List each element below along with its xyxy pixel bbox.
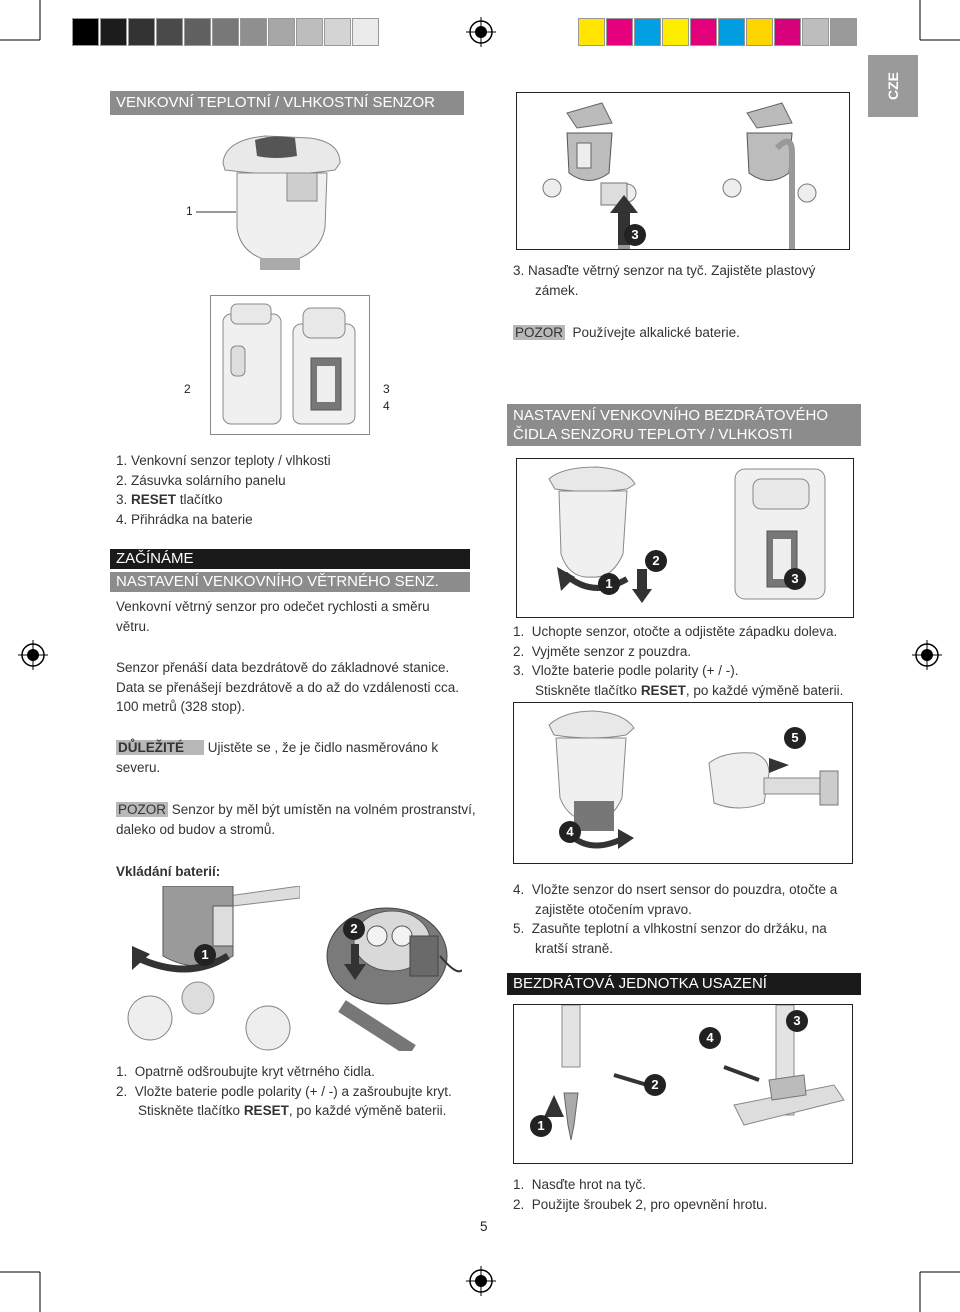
battery-insert-illustration: [322, 886, 462, 1051]
mount-steps-list: [513, 880, 837, 958]
sensor-steps-list: [513, 622, 843, 700]
holder-step-badge-4: 4: [559, 821, 581, 843]
sensor-step-item: Stiskněte tlačítko RESET, po každé výměně baterii.: [535, 682, 844, 698]
caution-tag: POZOR: [515, 325, 564, 340]
language-tab-label: CZE: [885, 72, 901, 100]
battery-step-badge-1: 1: [194, 944, 216, 966]
wind-sensor-description: Venkovní větrný senzor pro odečet rychlosti a směru větru.: [116, 599, 430, 634]
caution-tag: POZOR: [118, 802, 167, 817]
mount-step-item: zajistěte otočením vpravo.: [535, 901, 692, 917]
sensor-battery-drawing: [517, 459, 853, 617]
placement-header: BEZDRÁTOVÁ JEDNOTKA USAZENÍ: [507, 973, 861, 995]
figure-callout-4: 4: [383, 399, 390, 413]
color-swatch: [184, 18, 211, 46]
registration-mark-left: [18, 640, 48, 670]
mount-step-item: kratší straně.: [535, 940, 614, 956]
important-tag: DŮLEŽITÉ: [116, 740, 204, 755]
figure-callout-2: 2: [184, 382, 191, 396]
gray-calibration-bar: [72, 18, 380, 48]
sensor-step-item: 1. Uchopte senzor, otočte a odjistěte západku doleva.: [513, 624, 838, 639]
down-arrow-icon: [344, 944, 366, 980]
sensor-step-item: 3. Vložte baterie podle polarity (+ / -).: [513, 663, 739, 678]
color-swatch: [156, 18, 183, 46]
battery-heading: Vkládání baterií:: [116, 864, 221, 879]
battery-step-badge-2: 2: [343, 918, 365, 940]
wind-mount-step-3: 3. Nasaďte větrný senzor na tyč. Zajistěte plastový zámek.: [513, 263, 816, 298]
pole-step-badge-1: 1: [530, 1115, 552, 1137]
wind-sensor-setup-header: NASTAVENÍ VENKOVNÍHO VĚTRNÉHO SENZ.: [110, 572, 470, 592]
color-swatch: [128, 18, 155, 46]
wind-sensor-mount-drawing: [517, 93, 849, 249]
alkaline-caution: POZOR Používejte alkalické baterie.: [515, 325, 740, 340]
figure-callout-3: 3: [383, 382, 390, 396]
sensor-step-badge-2: 2: [645, 550, 667, 572]
sensor-battery-figure: [516, 458, 854, 618]
color-swatch: [718, 18, 745, 46]
sensor-step-badge-3: 3: [784, 568, 806, 590]
pole-step-badge-4: 4: [699, 1027, 721, 1049]
pole-steps-list: [513, 1175, 767, 1214]
wind-mount-badge-3: 3: [624, 224, 646, 246]
mount-step-item: 5. Zasuňte teplotní a vlhkostní senzor do držáku, na: [513, 921, 827, 936]
sensor-step-item: 2. Vyjměte senzor z pouzdra.: [513, 643, 692, 659]
transmission-description: Senzor přenáší data bezdrátově do základnové stanice. Data se přenášejí bezdrátově a do až do vzdálenosti cca. 100 metrů (328 stop).: [116, 660, 459, 714]
color-swatch: [212, 18, 239, 46]
pole-step-badge-2: 2: [644, 1074, 666, 1096]
color-swatch: [296, 18, 323, 46]
battery-steps-list: [116, 1062, 452, 1121]
pole-step-badge-3: 3: [786, 1010, 808, 1032]
pole-step-item: 1. Nasďte hrot na tyč.: [513, 1177, 646, 1192]
registration-mark-top: [466, 17, 496, 47]
holder-step-badge-5: 5: [784, 727, 806, 749]
pole-step-item: 2. Použijte šroubek 2, pro opevnění hrotu.: [513, 1196, 768, 1212]
parts-list: [116, 451, 331, 529]
color-swatch: [606, 18, 633, 46]
important-note: DŮLEŽITÉ Ujistěte se , že je čidlo nasměrováno k severu.: [116, 740, 439, 775]
color-swatch: [578, 18, 605, 46]
wind-sensor-mount-figure: [516, 92, 850, 250]
leader-line: [196, 211, 236, 213]
mount-step-item: 4. Vložte senzor do nsert sensor do pouzdra, otočte a: [513, 882, 838, 897]
battery-step-item: 2. Vložte baterie podle polarity (+ / -) a zašroubujte kryt.: [116, 1083, 452, 1099]
color-swatch: [324, 18, 351, 46]
figure-callout-1: 1: [186, 204, 193, 218]
outdoor-sensor-title: VENKOVNÍ TEPLOTNÍ / VLHKOSTNÍ SENZOR: [110, 91, 464, 115]
registration-mark-bottom: [466, 1266, 496, 1296]
color-swatch: [830, 18, 857, 46]
color-swatch: [268, 18, 295, 46]
parts-list-item: 1. Venkovní senzor teploty / vlhkosti: [116, 453, 331, 468]
color-swatch: [100, 18, 127, 46]
color-swatch: [690, 18, 717, 46]
parts-list-item: 3. RESET tlačítko: [116, 492, 223, 507]
battery-step-item: Stiskněte tlačítko RESET, po každé výměně baterii.: [138, 1103, 447, 1118]
battery-step-item: 1. Opatrně odšroubujte kryt větrného čidla.: [116, 1064, 375, 1079]
color-swatch: [634, 18, 661, 46]
page-number: 5: [480, 1219, 488, 1234]
color-swatch: [662, 18, 689, 46]
color-swatch: [240, 18, 267, 46]
language-tab: [868, 55, 918, 117]
wind-cover-unscrew-illustration: [118, 886, 300, 1051]
sensor-front-back-figure: [210, 295, 370, 435]
getting-started-header: ZAČÍNÁME: [110, 549, 470, 569]
color-swatch: [72, 18, 99, 46]
color-swatch: [352, 18, 379, 46]
registration-mark-right: [912, 640, 942, 670]
caution-note: POZOR Senzor by měl být umístěn na volném prostranství, daleko od budov a stromů.: [116, 802, 476, 837]
color-calibration-bar: [578, 18, 858, 48]
sensor-front-back-drawing: [211, 296, 369, 434]
color-swatch: [802, 18, 829, 46]
outdoor-sensor-illustration: [215, 128, 345, 273]
wireless-sensor-setup-header: NASTAVENÍ VENKOVNÍHO BEZDRÁTOVÉHO ČIDLA SENZORU TEPLOTY / VLHKOSTI: [507, 404, 861, 446]
parts-list-item: 2. Zásuvka solárního panelu: [116, 472, 286, 488]
color-swatch: [774, 18, 801, 46]
parts-list-item: 4. Přihrádka na baterie: [116, 511, 253, 527]
sensor-step-badge-1: 1: [598, 573, 620, 595]
color-swatch: [746, 18, 773, 46]
